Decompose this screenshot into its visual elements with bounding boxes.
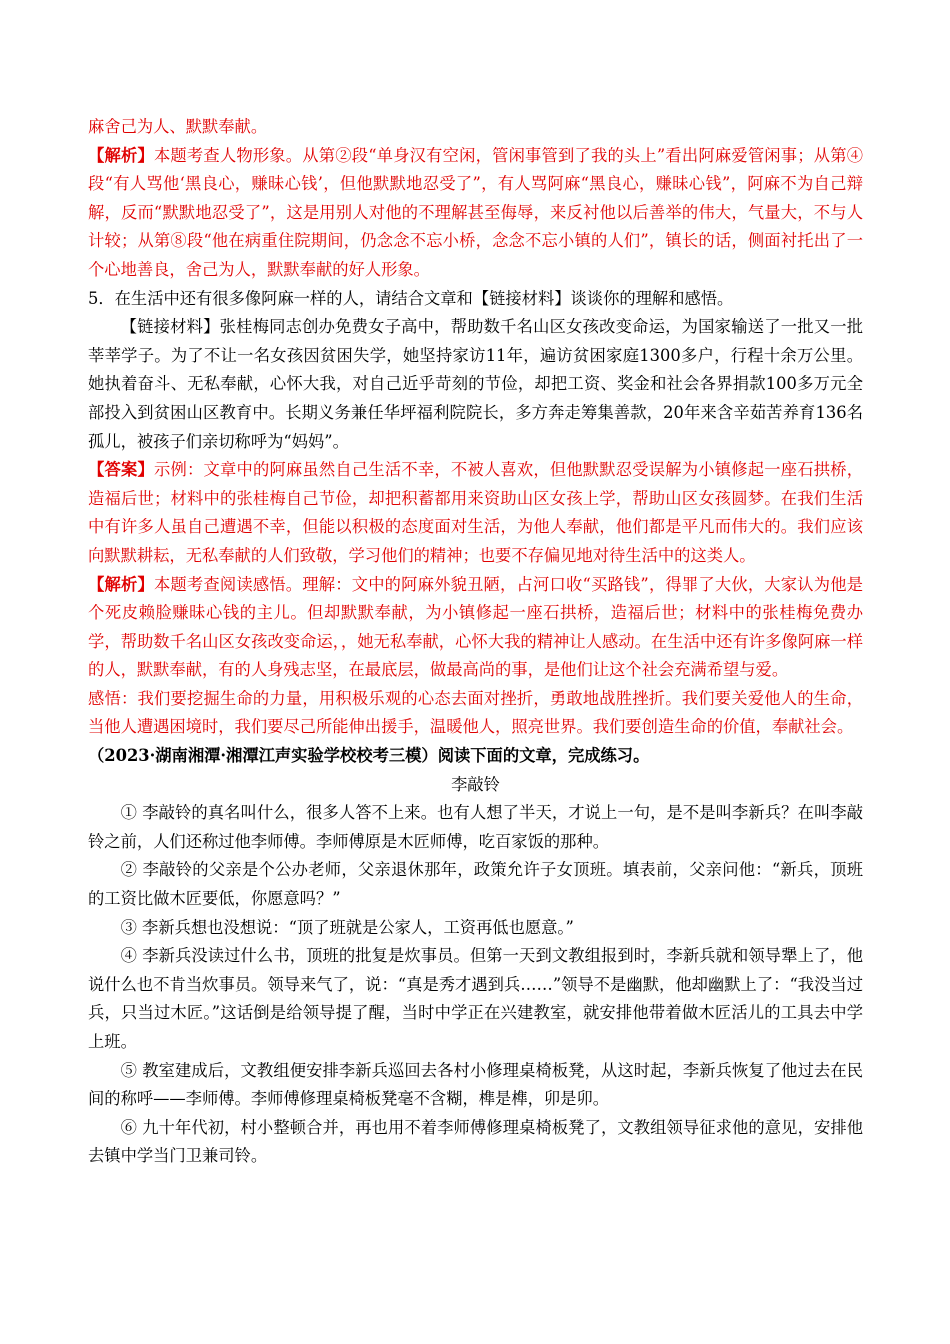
analysis-text: 本题考查人物形象。从第②段“单身汉有空闲，管闲事管到了我的头上”看出阿麻爱管闲事；从第④段“有人骂他‘黑良心，赚昧心钱’，但他默默地忍受了”，有人骂阿麻“黑良心，赚昧心钱”，阿麻不为自己辩解，反而“默默地忍受了”，这是用别人对他的不理解甚至侮辱，来反衬他以后善举的伟大，气量大，不与人计较；从第⑧段“他在病重住院期间，仍念念不忘小桥，念念不忘小镇的人们”，镇长的话，侧面衬托出了一个心地善良，舍己为人，默默奉献的好人形象。	[88, 145, 863, 279]
page-content	[88, 113, 863, 1171]
analysis-q5	[88, 571, 863, 685]
article-paragraph-4: ④ 李新兵没读过什么书，顶班的批复是炊事员。但第一天到文教组报到时，李新兵就和领导犟上了，他说什么也不肯当炊事员。领导来气了，说：“真是秀才遇到兵……”领导不是幽默，他却幽默上了：“我没当过兵，只当过木匠。”这话倒是给领导提了醒，当时中学正在兴建教室，就安排他带着做木匠活儿的工具去中学上班。	[88, 946, 863, 1051]
answer-q5	[88, 456, 863, 570]
analysis-tag: 【解析】	[88, 145, 154, 165]
article-paragraph-1: ① 李敲铃的真名叫什么，很多人答不上来。也有人想了半天，才说上一句，是不是叫李新兵？在叫李敲铃之前，人们还称过他李师傅。李师傅原是木匠师傅，吃百家饭的那种。	[88, 803, 863, 851]
insight-text: 感悟：我们要挖掘生命的力量，用积极乐观的心态去面对挫折，勇敢地战胜挫折。我们要关爱他人的生命，当他人遭遇困境时，我们要尽己所能伸出援手，温暖他人，照亮世界。我们要创造生命的价值，奉献社会。	[88, 688, 863, 737]
article-paragraph-2: ② 李敲铃的父亲是个公办老师，父亲退休那年，政策允许子女顶班。填表前，父亲问他：“新兵，顶班的工资比做木匠要低，你愿意吗？”	[88, 860, 863, 909]
article-title: 李敲铃	[451, 774, 500, 794]
answer-tag: 【答案】	[88, 460, 154, 480]
answer-text: 示例：文章中的阿麻虽然自己生活不幸，不被人喜欢，但他默默忍受误解为小镇修起一座石拱桥，造福后世；材料中的张桂梅自己节俭，却把积蓄都用来资助山区女孩上学，帮助山区女孩圆梦。在我们生活中有许多人虽自己遭遇不幸，但能以积极的态度面对生活，为他人奉献，他们都是平凡而伟大的。我们应该向默默耕耘，无私奉献的人们致敬，学习他们的精神；也要不存偏见地对待生活中的这类人。	[88, 460, 863, 565]
previous-answer-tail: 麻舍己为人、默默奉献。	[88, 117, 268, 136]
article-paragraph-5: ⑤ 教室建成后，文教组便安排李新兵巡回去各村小修理桌椅板凳，从这时起，李新兵恢复了他过去在民间的称呼——李师傅。李师傅修理桌椅板凳毫不含糊，榫是榫，卯是卯。	[88, 1060, 863, 1109]
section-header: （2023·湖南湘潭·湘潭江声实验学校校考三模）阅读下面的文章，完成练习。	[88, 746, 650, 766]
analysis-text: 本题考查阅读感悟。理解：文中的阿麻外貌丑陋，占河口收“买路钱”，得罪了大伙，大家认为他是个死皮赖脸赚昧心钱的主儿。但却默默奉献，为小镇修起一座石拱桥，造福后世；材料中的张桂梅免费办学，帮助数千名山区女孩改变命运，，她无私奉献，心怀大我的精神让人感动。在生活中还有许多像阿麻一样的人，默默奉献，有的人身残志坚，在最底层，做最高尚的事，是他们让这个社会充满希望与爱。	[88, 574, 863, 680]
analysis-tag: 【解析】	[88, 574, 154, 594]
analysis-q4	[88, 142, 863, 285]
article-paragraph-6: ⑥ 九十年代初，村小整顿合并，再也用不着李师傅修理桌椅板凳了，文教组领导征求他的意见，安排他去镇中学当门卫兼司铃。	[88, 1117, 863, 1166]
article-paragraph-3: ③ 李新兵想也没想说：“顶了班就是公家人，工资再低也愿意。”	[120, 917, 574, 937]
link-material: 【链接材料】张桂梅同志创办免费女子高中，帮助数千名山区女孩改变命运，为国家输送了一批又一批莘莘学子。为了不让一名女孩因贫困失学，她坚持家访11年，遍访贫困家庭1300多户，行程十余万公里。她执着奋斗、无私奉献，心怀大我，对自己近乎苛刻的节俭，却把工资、奖金和社会各界捐款100多万元全部投入到贫困山区教育中。长期义务兼任华坪福利院院长，多方奔走筹集善款，20年来含辛茹苦养育136名孤儿，被孩子们亲切称呼为“妈妈”。	[88, 317, 863, 451]
question-5: 5．在生活中还有很多像阿麻一样的人，请结合文章和【链接材料】谈谈你的理解和感悟。	[88, 288, 734, 308]
